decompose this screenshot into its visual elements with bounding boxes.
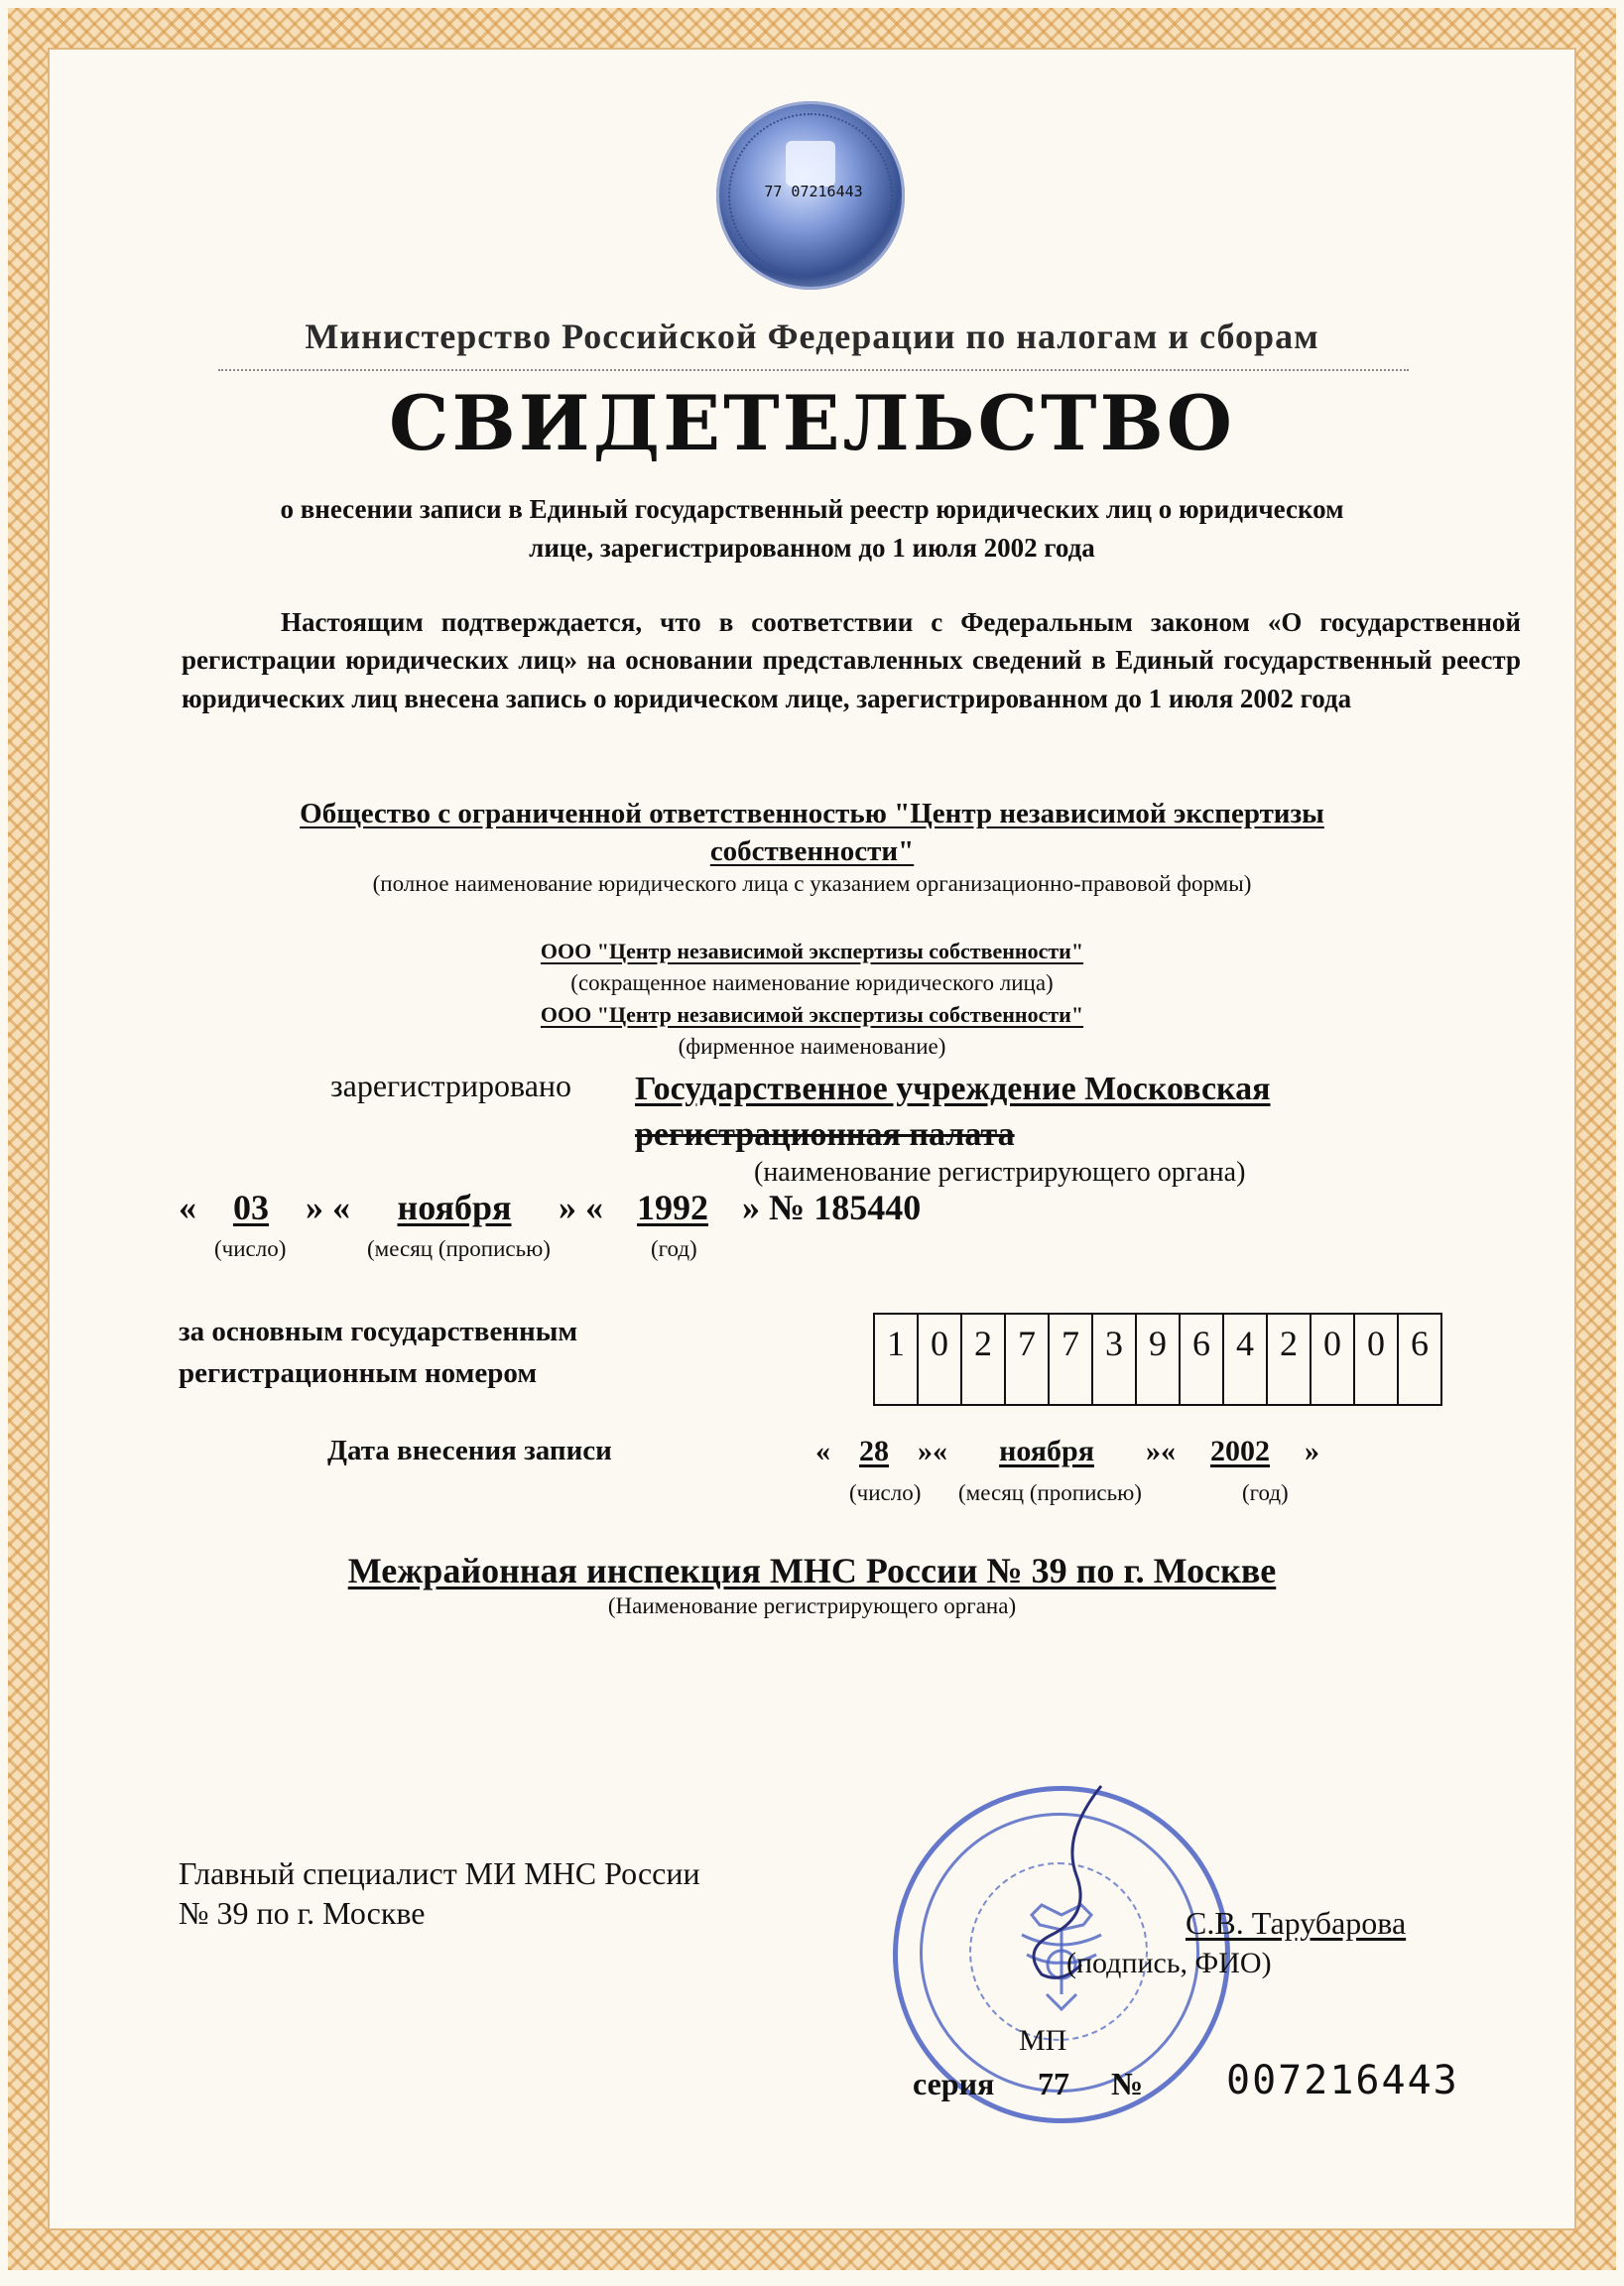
- signer-hint: (подпись, ФИО): [1066, 1947, 1272, 1979]
- ogrn-digit: 1: [875, 1315, 919, 1404]
- registration-day-hint: (число): [214, 1236, 287, 1261]
- signer-name: С.В. Тарубарова: [1186, 1905, 1407, 1941]
- entity-firm-name-hint: (фирменное наименование): [678, 1034, 946, 1059]
- entity-firm-name: ООО "Центр независимой экспертизы собственности": [540, 1002, 1084, 1027]
- coat-of-arms-icon: [786, 141, 835, 187]
- year-open-quote: «: [585, 1188, 603, 1227]
- inspection-name: Межрайонная инспекция МНС России № 39 по г. Москве: [347, 1551, 1277, 1590]
- registration-date-row: [179, 1187, 921, 1228]
- subtitle-line-1: о внесении записи в Единый государственный реестр юридических лиц о юридическом: [280, 494, 1344, 524]
- registration-month: ноября: [397, 1188, 512, 1227]
- stamp-place-label: МП: [1019, 2024, 1067, 2057]
- entry-date-label: Дата внесения записи: [327, 1435, 612, 1466]
- registration-year-hint: (год): [651, 1236, 697, 1261]
- registration-number-label: №: [769, 1188, 806, 1227]
- entry-year-open-quote: «: [1161, 1435, 1176, 1467]
- ogrn-label-line-2: регистрационным номером: [179, 1357, 538, 1389]
- registering-authority-hint: (наименование регистрирующего органа): [754, 1157, 1246, 1188]
- ogrn-digit: 9: [1137, 1315, 1181, 1404]
- registration-month-hint: (месяц (прописью): [367, 1236, 551, 1261]
- registering-authority-line-1: Государственное учреждение Московская: [635, 1071, 1271, 1107]
- certificate-title: СВИДЕТЕЛЬСТВО: [389, 379, 1235, 467]
- entry-month-close-quote: »: [1146, 1435, 1161, 1467]
- registration-number: 185440: [813, 1188, 922, 1227]
- registration-day: 03: [233, 1188, 269, 1227]
- entity-full-name-hint: (полное наименование юридического лица с указанием организационно-правовой формы): [372, 871, 1252, 896]
- ogrn-label-line-1: за основным государственным: [179, 1316, 578, 1347]
- registered-prefix: зарегистрировано: [330, 1068, 572, 1103]
- ogrn-digit: 0: [1312, 1315, 1355, 1404]
- hologram-seal: [716, 101, 905, 290]
- registration-year: 1992: [637, 1188, 708, 1227]
- signer-position-line-1: Главный специалист МИ МНС России: [179, 1855, 700, 1891]
- entry-year: 2002: [1210, 1435, 1270, 1467]
- entry-month: ноября: [999, 1435, 1094, 1467]
- serial-number: 007216443: [1226, 2058, 1459, 2103]
- ogrn-digit: 2: [962, 1315, 1006, 1404]
- entry-year-hint: (год): [1242, 1480, 1289, 1505]
- ogrn-number-grid: [873, 1313, 1442, 1406]
- ogrn-digit: 4: [1224, 1315, 1268, 1404]
- entry-day-open-quote: «: [815, 1435, 830, 1467]
- entry-month-open-quote: «: [933, 1435, 947, 1467]
- ogrn-digit: 6: [1181, 1315, 1224, 1404]
- confirmation-paragraph: Настоящим подтверждается, что в соответствии с Федеральным законом «О государственной регистрации юридических лиц» на основании представленных сведений в Единый государственный реестр юридических лиц внесена запись о юридическом лице, зарегистрированном до 1 июля 2002 года: [182, 607, 1521, 713]
- entry-year-close-quote: »: [1305, 1435, 1319, 1467]
- signer-position-line-2: № 39 по г. Москве: [179, 1895, 426, 1931]
- day-close-quote: »: [306, 1188, 323, 1227]
- ogrn-digit: 7: [1050, 1315, 1093, 1404]
- ogrn-digit: 0: [919, 1315, 962, 1404]
- ogrn-digit: 0: [1355, 1315, 1399, 1404]
- ogrn-digit: 6: [1411, 1324, 1429, 1363]
- day-open-quote: «: [179, 1188, 196, 1227]
- ogrn-digit: 7: [1006, 1315, 1050, 1404]
- ministry-name: Министерство Российской Федерации по налогам и сборам: [305, 317, 1319, 356]
- inspection-hint: (Наименование регистрирующего органа): [607, 1593, 1017, 1618]
- registering-authority-line-2: регистрационная палата: [635, 1116, 1015, 1153]
- serial-number-label: №: [1111, 2066, 1144, 2101]
- entity-full-name-line-2: собственности": [709, 835, 915, 867]
- entity-short-name: ООО "Центр независимой экспертизы собственности": [540, 939, 1084, 963]
- subtitle-line-2: лице, зарегистрированном до 1 июля 2002 года: [529, 533, 1095, 563]
- entity-full-name-line-1: Общество с ограниченной ответственностью "Центр независимой экспертизы: [300, 798, 1324, 829]
- hologram-number: 77 07216443: [764, 183, 863, 200]
- entity-short-name-hint: (сокращенное наименование юридического лица): [570, 970, 1054, 995]
- month-close-quote: »: [559, 1188, 576, 1227]
- entry-day-hint: (число): [849, 1480, 922, 1505]
- entry-day: 28: [859, 1435, 889, 1467]
- month-open-quote: «: [332, 1188, 350, 1227]
- series-value: 77: [1038, 2066, 1069, 2101]
- entry-date-row: [815, 1435, 1319, 1468]
- entry-month-hint: (месяц (прописью): [958, 1480, 1142, 1505]
- header-divider: [218, 369, 1409, 371]
- ogrn-digit: 2: [1268, 1315, 1312, 1404]
- year-close-quote: »: [742, 1188, 760, 1227]
- ogrn-digit: 3: [1093, 1315, 1137, 1404]
- series-label: серия: [913, 2066, 995, 2101]
- entry-day-close-quote: »: [918, 1435, 933, 1467]
